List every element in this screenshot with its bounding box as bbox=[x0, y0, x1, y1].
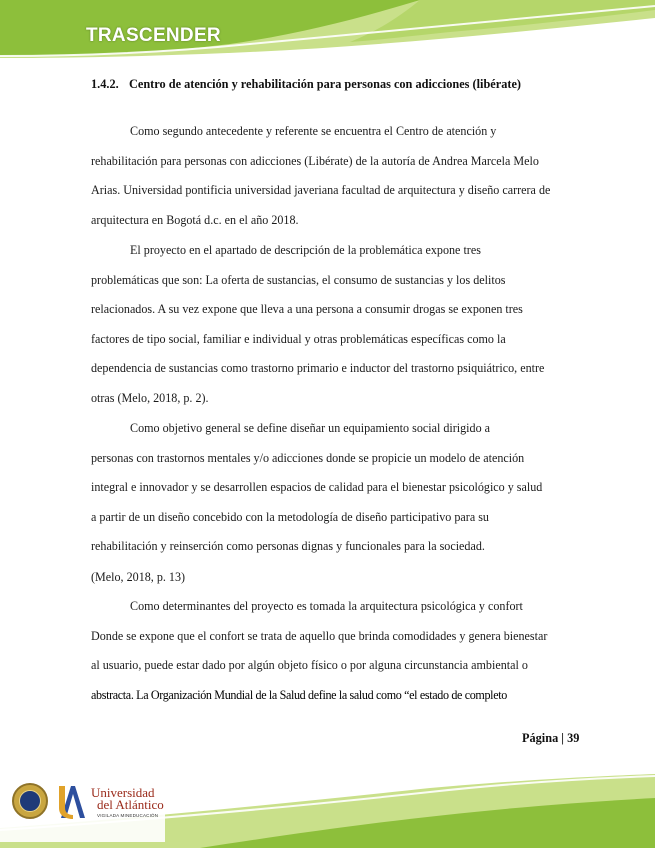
university-seal-logo bbox=[12, 783, 48, 819]
page-number: Página | 39 bbox=[522, 731, 580, 745]
header-banner bbox=[0, 0, 655, 62]
university-name: Universidad del Atlántico bbox=[91, 785, 164, 812]
paragraph-line: arquitectura en Bogotá d.c. en el año 2018. bbox=[91, 213, 299, 227]
brand-title: TRASCENDER bbox=[86, 25, 221, 46]
paragraph-line: integral e innovador y se desarrollen espacios de calidad para el bienestar psicológico y salud bbox=[91, 480, 543, 494]
paragraph-line: al usuario, puede estar dado por algún objeto físico o por alguna circunstancia ambiental o bbox=[91, 658, 528, 672]
paragraph-line: rehabilitación y reinserción como personas dignas y funcionales para la sociedad. bbox=[91, 539, 485, 553]
paragraph-line: Como determinantes del proyecto es tomada la arquitectura psicológica y confort bbox=[130, 599, 523, 613]
paragraph-line: Como segundo antecedente y referente se encuentra el Centro de atención y bbox=[130, 124, 497, 138]
paragraph-line: factores de tipo social, familiar e individual y otras problemáticas específicas como la bbox=[91, 332, 506, 346]
paragraph-line: Arias. Universidad pontificia universidad javeriana facultad de arquitectura y diseño carrera de bbox=[91, 183, 551, 197]
university-ua-logo bbox=[57, 782, 89, 820]
paragraph-line: Donde se expone que el confort se trata de aquello que brinda comodidades y genera bienestar bbox=[91, 629, 548, 643]
section-heading bbox=[91, 77, 521, 92]
paragraph-line: Como objetivo general se define diseñar un equipamiento social dirigido a bbox=[130, 421, 491, 435]
paragraph-line: relacionados. A su vez expone que lleva a una persona a consumir drogas se exponen tres bbox=[91, 302, 523, 316]
paragraph-line: otras (Melo, 2018, p. 2). bbox=[91, 391, 209, 405]
paragraph-line: El proyecto en el apartado de descripción de la problemática expone tres bbox=[130, 243, 481, 257]
citation-line: (Melo, 2018, p. 13) bbox=[91, 570, 186, 584]
section-number: 1.4.2. bbox=[91, 77, 119, 91]
university-tagline: VIGILADA MINEDUCACIÓN bbox=[97, 813, 159, 818]
paragraph-line: abstracta. La Organización Mundial de la Salud define la salud como “el estado de completo bbox=[91, 688, 507, 702]
paragraph-line: personas con trastornos mentales y/o adicciones donde se propicie un modelo de atención bbox=[91, 451, 525, 465]
paragraph-line: a partir de un diseño concebido con la metodología de diseño participativo para su bbox=[91, 510, 489, 524]
paragraph-line: dependencia de sustancias como trastorno primario e inductor del trastorno psiquiátrico, entre bbox=[91, 361, 545, 375]
paragraph-line: rehabilitación para personas con adicciones (Libérate) de la autoría de Andrea Marcela Melo bbox=[91, 154, 539, 168]
section-title: Centro de atención y rehabilitación para personas con adicciones (libérate) bbox=[129, 77, 521, 91]
paragraph-line: problemáticas que son: La oferta de sustancias, el consumo de sustancias y los delitos bbox=[91, 273, 506, 287]
